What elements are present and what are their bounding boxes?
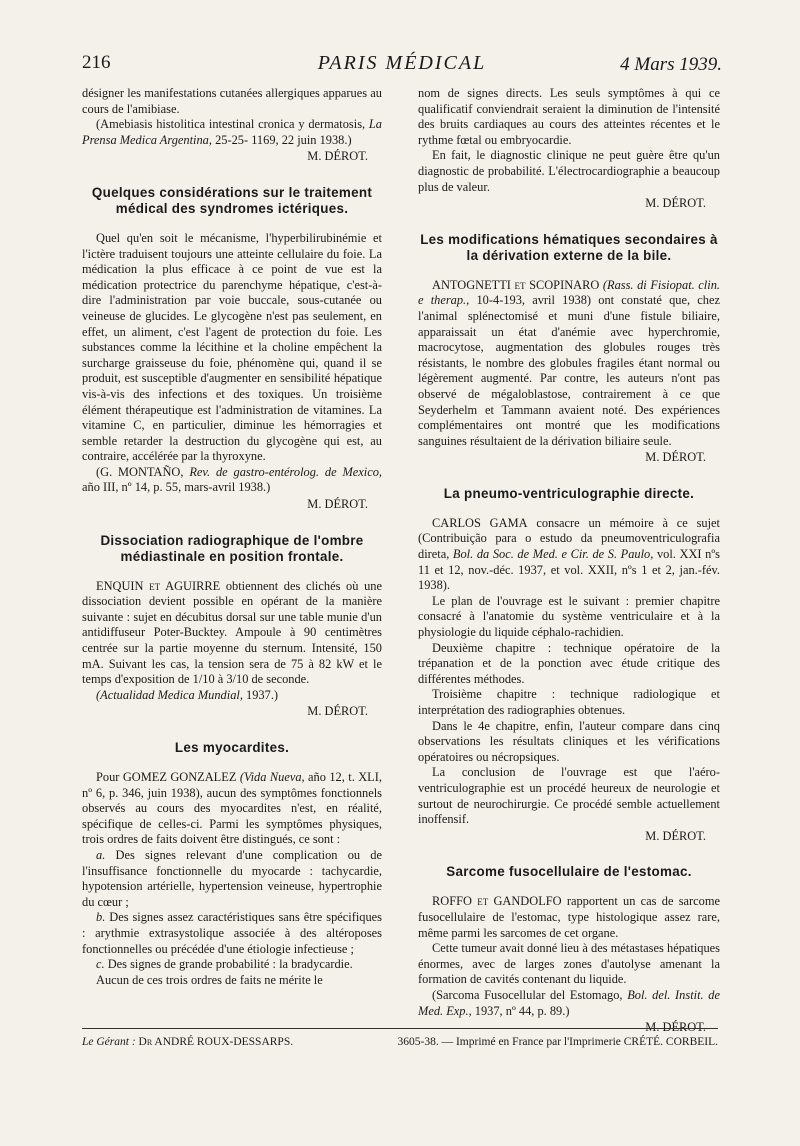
article-pneumo-conclusion: La conclusion de l'ouvrage est que l'aéro-ventriculographie est un procédé heureux de neurologie et surtout de neurochirurgie. Ce procédé semble actuellement inoffensif. <box>418 765 720 827</box>
footer-printer: 3605-38. — Imprimé en France par l'Imprimerie CRÉTÉ. CORBEIL. <box>397 1036 718 1048</box>
article-myocardites-intro: Pour GOMEZ GONZALEZ (Vida Nueva, año 12, t. XLI, nº 6, p. 346, juin 1938), aucun des symptômes fonctionnels observés au cours des myocardites n'est, en réalité, spécifique de celles-ci. Parmi les symptômes physiques, trois ordres de faits doivent être distingués, ce sont : <box>82 770 382 847</box>
article-title-sarcome: Sarcome fusocellulaire de l'estomac. <box>446 864 692 880</box>
list-item: a. Des signes relevant d'une complication ou de l'insuffisance fonctionnelle du myocarde : tachycardie, hypotension artérielle, hypertension veineuse, hypertrophie du cœur ; <box>82 847 382 909</box>
article-title-myocardites: Les myocardites. <box>174 740 290 755</box>
article-ictere-reference: (G. MONTAÑO, Rev. de gastro-entérolog. de Mexico, año III, nº 14, p. 55, mars-avril 1938.) <box>82 464 382 495</box>
article-pneumo-intro: CARLOS GAMA consacre un mémoire à ce sujet (Contribuição para o estudo da pneumoventriculografia direta, Bol. da Soc. de Med. e Cir. de S. Paulo, vol. XXI nºs 11 et 12, nov.-déc. 1937, et vol. XXII, nºs 1 et 2, jan.-fév. 1938). <box>418 515 721 593</box>
page-number: 216 <box>82 52 111 73</box>
left-column <box>82 86 382 988</box>
myocardites-conclusion: En fait, le diagnostic clinique ne peut guère être qu'un diagnostic de probabilité. L'électrocardiographie a beaucoup plus de valeur. <box>418 148 720 194</box>
myocardites-signature: M. DÉROT. <box>645 196 706 211</box>
article-hematiques-signature: M. DÉROT. <box>645 450 706 465</box>
article-pneumo-chapter4: Dans le 4e chapitre, enfin, l'auteur compare dans cinq observations les résultats cliniques et les vérifications opératoires ou nécropsiques. <box>418 718 720 764</box>
article-sarcome-metastases: Cette tumeur avait donné lieu à des métastases hépatiques énormes, avec de larges zones d'autolyse amenant la formation de cavités contenant du liquide. <box>418 941 720 987</box>
article-pneumo-signature: M. DÉROT. <box>645 828 706 843</box>
article-sarcome-signature: M. DÉROT. <box>645 1020 706 1035</box>
article-dissociation-body: ENQUIN et AGUIRRE obtiennent des clichés où une dissociation devient possible en opérant de la manière suivante : sujet en décubitus dorsal sur une table munie d'un antidiffuseur Poter-Bucktey. Ampoule à 90 centimètres centrée sur la partie moyenne du sternum. Intensité, 150 mA. Suivant les cas, la tension sera de 75 à 82 kW et le temps d'exposition de 1/10 à 3/10 de seconde. <box>82 578 382 687</box>
intro-paragraph: désigner les manifestations cutanées allergiques apparues au cours de l'amibiase. <box>82 86 382 116</box>
article-dissociation-reference: (Actualidad Medica Mundial, 1937.) <box>96 687 279 702</box>
article-sarcome-body: ROFFO et GANDOLFO rapportent un cas de sarcome fusocellulaire de l'estomac, type histologique assez rare, même parmi les sarcomes de cet organe. <box>418 894 720 940</box>
footer-gerant: Le Gérant : Dr ANDRÉ ROUX-DESSARPS. <box>82 1036 294 1048</box>
article-myocardites-continuation: Aucun de ces trois ordres de faits ne mérite le <box>96 972 323 987</box>
article-hematiques-body: ANTOGNETTI et SCOPINARO (Rass. di Fisiopat. clin. e therap., 10-4-193, avril 1938) ont constaté que, chez l'animal splénectomisé et muni d'une fistule biliaire, apparaissait un état d'anémie avec hyperchromie, macrocytose, augmentation des globules rouges très résistants, le nombre des globules fragiles étant normal ou légèrement augmenté. Par contre, les auteurs n'ont pas observé de mégaloblastose, contrairement à ce que Seyderhelm et Tammann avaient noté. Des expériences complémentaires ont montré que les modifications sanguines résultaient de la dérivation biliaire seule. <box>418 277 720 448</box>
myocardites-continued: nom de signes directs. Les seuls symptômes à qui ce qualificatif conviendrait seraient la diminution de l'intensité des bruits cardiaques au cours des atteintes récentes et le rythme fœtal ou embryocardie. <box>418 86 720 147</box>
intro-reference: (Amebiasis histolitica intestinal cronica y dermatosis, La Prensa Medica Argentina, 25-25- 1169, 22 juin 1938.) <box>82 117 382 147</box>
list-item: c. Des signes de grande probabilité : la bradycardie. <box>96 957 353 972</box>
article-sarcome-reference: (Sarcoma Fusocellular del Estomago, Bol. del. Instit. de Med. Exp., 1937, nº 44, p. 89.) <box>418 987 720 1018</box>
footer-rule <box>82 1028 718 1029</box>
article-pneumo-chapter2: Deuxième chapitre : technique opératoire de la trépanation et de la ponction avec étude critique des différentes méthodes. <box>418 640 720 686</box>
article-pneumo-plan: Le plan de l'ouvrage est le suivant : premier chapitre consacré à l'anatomie du système ventriculaire et à la physiologie du liquide céphalo-rachidien. <box>418 593 720 640</box>
intro-signature: M. DÉROT. <box>307 149 368 164</box>
article-title-ictere: Quelques considérations sur le traitement médical des syndromes ictériques. <box>91 184 373 216</box>
article-ictere-signature: M. DÉROT. <box>307 497 368 512</box>
article-ictere-body: Quel qu'en soit le mécanisme, l'hyperbilirubinémie et l'ictère traduisent toujours une atteinte cellulaire du foie. La médication la plus efficace à ce point de vue est la médication protectrice du parenchyme hépatique, c'est-à-dire l'administration par voie buccale, sous-cutanée ou veineuse de glucides. Le glycogène n'est pas seulement, en effet, un aliment, c'est l'agent de protection du foie. Les substances comme la lécithine et la choline empêchent la surcharge graisseuse du foie, phénomène qui, quand il se produit, est susceptible d'augmenter en sensibilité hépatique vis-à-vis des infections et des toxiques. Un troisième élément thérapeutique est l'administration de vitamines. La vitamine C, en particulier, diminue les hémorragies et semble retarder la destruction du glycogène qui est, au contraire, accélérée par la thyroxyne. <box>82 230 382 464</box>
article-title-dissociation: Dissociation radiographique de l'ombre médiastinale en position frontale. <box>100 532 364 564</box>
issue-date: 4 Mars 1939. <box>620 54 722 75</box>
right-column <box>418 86 720 1036</box>
article-pneumo-chapter3: Troisième chapitre : technique radiologique et interprétation des radiographies obtenues. <box>418 687 720 717</box>
article-title-pneumo: La pneumo-ventriculographie directe. <box>443 485 695 501</box>
journal-title: PARIS MÉDICAL <box>317 52 487 74</box>
running-header <box>82 52 722 84</box>
article-title-hematiques: Les modifications hématiques secondaires à la dérivation externe de la bile. <box>420 231 718 263</box>
list-item: b. Des signes assez caractéristiques sans être spécifiques : arythmie extrasystolique associée à des altéroposes fonctionnelles ou précédée d'une étiologie infectieuse ; <box>82 910 382 956</box>
article-dissociation-signature: M. DÉROT. <box>307 704 368 719</box>
